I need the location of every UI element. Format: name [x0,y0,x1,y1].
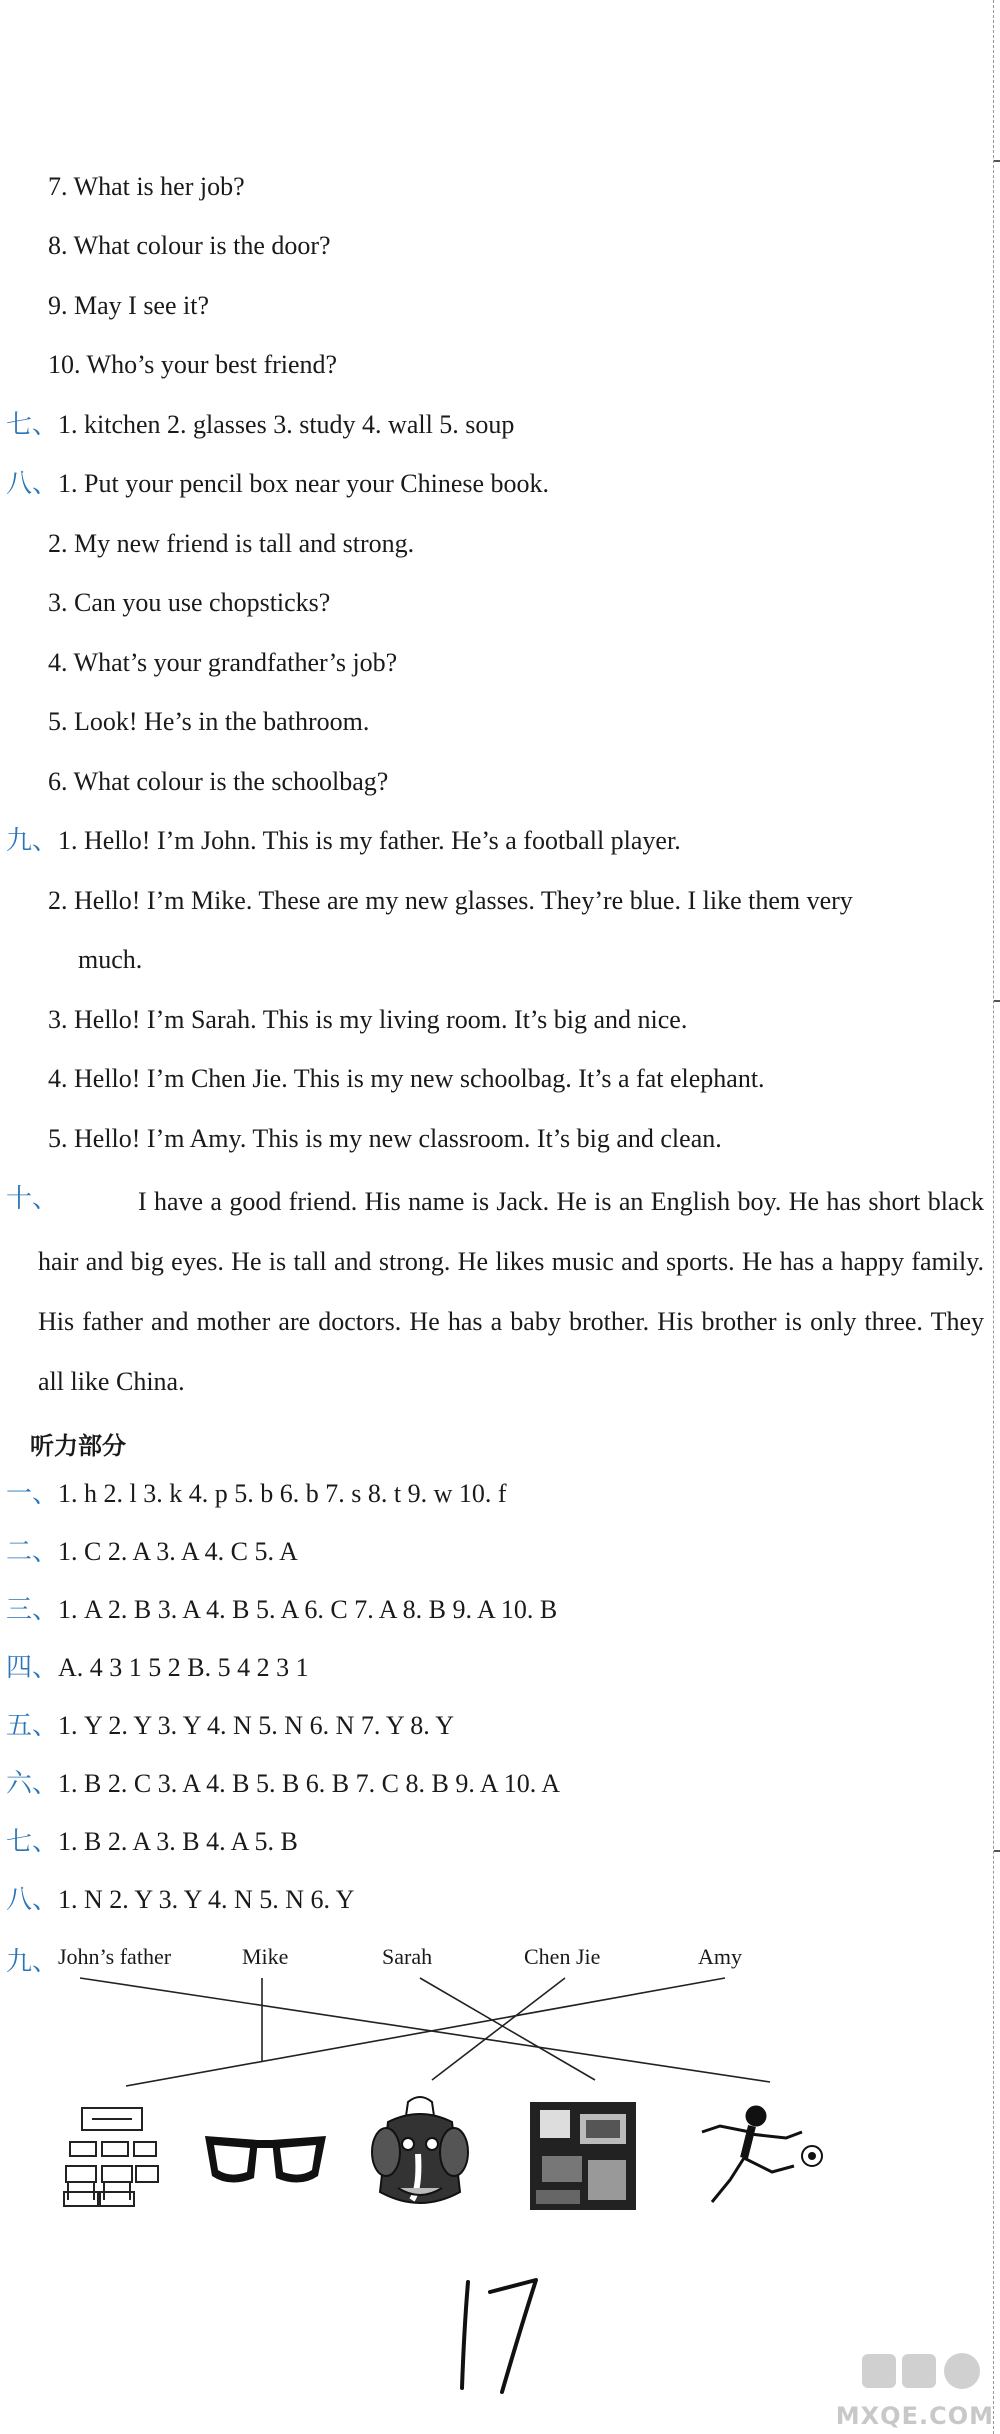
section-marker: 九、 [6,826,59,855]
section-8-line-1 [6,467,549,501]
section-marker: 三、 [6,1595,59,1624]
answer-text: 1. N 2. Y 3. Y 4. N 5. N 6. Y [58,1885,355,1914]
answer-line: 8. What colour is the door? [48,231,331,260]
answer-text: 1. Hello! I’m John. This is my father. He’s a football player. [58,826,681,855]
name-label-sarah: Sarah [382,1944,433,1969]
listening-line [6,1883,354,1917]
section-marker: 七、 [6,410,59,439]
answer-text: 1. Put your pencil box near your Chinese book. [58,469,550,498]
match-line [80,1978,770,2082]
listening-line [6,1477,507,1511]
elephant-schoolbag-icon [368,2092,473,2217]
edge-tick [994,160,1000,162]
matching-lines [0,1970,1000,2090]
listening-line [6,1767,560,1801]
section-marker: 六、 [6,1769,59,1798]
answer-line: 5. Hello! I’m Amy. This is my new classroom. It’s big and clean. [48,1124,722,1153]
answer-line: 3. Can you use chopsticks? [48,588,331,617]
answer-line: 10. Who’s your best friend? [48,350,338,379]
section-7-text: 1. kitchen 2. glasses 3. study 4. wall 5. soup [58,410,515,439]
section-marker: 八、 [6,469,59,498]
listening-line [6,1593,557,1627]
section-9-line-1 [6,824,681,858]
handwritten-page-number [440,2270,550,2400]
listening-heading: 听力部分 [30,1432,126,1460]
answer-text: A. 4 3 1 5 2 B. 5 4 2 3 1 [58,1653,309,1682]
match-line [432,1978,565,2080]
answer-line: 9. May I see it? [48,291,210,320]
answer-line: 5. Look! He’s in the bathroom. [48,707,370,736]
match-line [126,1978,725,2086]
answer-line: 4. Hello! I’m Chen Jie. This is my new schoolbag. It’s a fat elephant. [48,1064,765,1093]
glasses-icon [200,2118,330,2198]
answer-line: 3. Hello! I’m Sarah. This is my living room. It’s big and nice. [48,1005,688,1034]
composition-paragraph: I have a good friend. His name is Jack. He is an English boy. He has short black hair and big eyes. He is tall and strong. He likes music and sports. He has a happy family. His father and mother are doctors. He has a baby brother. His brother is only three. They all like China. [38,1187,984,1396]
answer-text: 1. h 2. l 3. k 4. p 5. b 6. b 7. s 8. t 9. w 10. f [58,1479,507,1508]
section-marker: 九、 [6,1947,59,1976]
name-label-johns-father: John’s father [58,1944,172,1969]
listening-line [6,1651,309,1685]
section-marker: 四、 [6,1653,59,1682]
section-marker: 七、 [6,1827,59,1856]
watermark-text: MXQE.COM [835,2402,994,2430]
section-marker: 二、 [6,1537,59,1566]
name-label-mike: Mike [242,1944,289,1969]
answer-line: much. [78,945,143,974]
answer-line: 2. Hello! I’m Mike. These are my new glasses. They’re blue. I like them very [48,886,853,915]
answer-line: 4. What’s your grandfather’s job? [48,648,398,677]
answer-text: 1. A 2. B 3. A 4. B 5. A 6. C 7. A 8. B 9. A 10. B [58,1595,558,1624]
listening-line [6,1535,298,1569]
answer-text: 1. B 2. C 3. A 4. B 5. B 6. B 7. C 8. B 9. A 10. A [58,1769,561,1798]
name-label-amy: Amy [698,1944,742,1969]
answer-line: 6. What colour is the schoolbag? [48,767,389,796]
classroom-icon [62,2100,162,2215]
answer-line: 7. What is her job? [48,172,245,201]
section-7-line [6,408,514,442]
section-marker: 五、 [6,1711,59,1740]
section-10-marker: 十、 [6,1184,59,1213]
living-room-icon [528,2100,638,2212]
section-marker: 一、 [6,1479,59,1508]
listening-line [6,1709,454,1743]
football-player-icon [690,2102,825,2212]
answer-line: 2. My new friend is tall and strong. [48,529,415,558]
section-marker: 八、 [6,1885,59,1914]
answer-text: 1. C 2. A 3. A 4. C 5. A [58,1537,298,1566]
edge-tick [994,1000,1000,1002]
edge-tick [994,1850,1000,1852]
answer-text: 1. Y 2. Y 3. Y 4. N 5. N 6. N 7. Y 8. Y [58,1711,455,1740]
listening-line [6,1825,298,1859]
answer-text: 1. B 2. A 3. B 4. A 5. B [58,1827,298,1856]
name-label-chen-jie: Chen Jie [524,1944,601,1969]
